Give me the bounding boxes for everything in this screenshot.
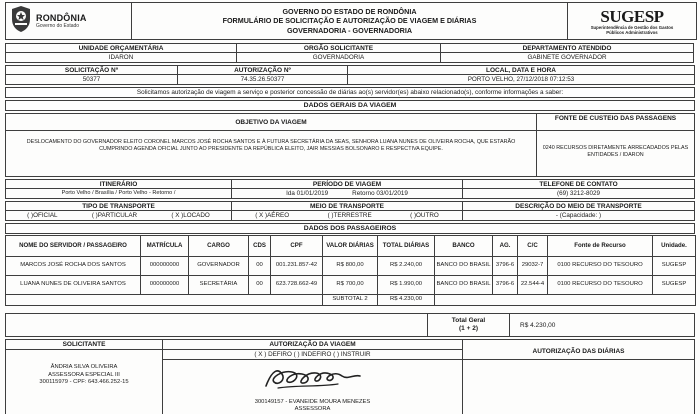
field-objetivo-viagem [5, 113, 537, 177]
col-cpf: CPF [271, 236, 323, 257]
autorizacao-viagem-label: AUTORIZAÇÃO DA VIAGEM [163, 339, 463, 350]
cell-cargo: SECRETÁRIA [189, 276, 249, 295]
periodo-viagem-value [231, 189, 463, 199]
passenger-row [6, 257, 696, 276]
meio-transporte-aereo: ( X )AÉREO [255, 212, 290, 219]
section-title-dados-passageiros: DADOS DOS PASSAGEIROS [5, 223, 695, 234]
state-logo [5, 2, 132, 40]
meio-transporte-value [231, 211, 463, 221]
col-nome: NOME DO SERVIDOR / PASSAGEIRO [6, 236, 141, 257]
solicitante-cargo: ASSESSORA ESPECIAL III [48, 371, 120, 378]
total-geral-spacer [5, 313, 428, 337]
info-row-2 [5, 65, 697, 85]
objetivo-viagem-label: OBJETIVO DA VIAGEM [5, 113, 537, 131]
cell-cds: 00 [249, 257, 271, 276]
objetivo-viagem-value: DESLOCAMENTO DO GOVERNADOR ELEITO CORONEL MARCOS JOSÉ ROCHA SANTOS E À FUTURA SECRETÁRIA DA SEAS, SENHORA LUANA NUNES DE OLIVEIRA ROCHA, QUE ESTARÃO CUMPRINDO AGENDA OFICIAL JUNTO AO PRESIDENTE DA REPÚBLICA ELEITO, JAIR MESSIAS BOLSONARO E RESPECTIVA EQUIPE. [5, 131, 537, 177]
autorizacao-numero-value: 74.35.26.50377 [177, 75, 348, 85]
tipo-transporte-locado: ( X )LOCADO [171, 212, 210, 219]
solicitante-matricula-cpf: 300115979 - CPF: 643.466.252-15 [39, 379, 129, 385]
autorizacao-numero-label: AUTORIZAÇÃO Nº [177, 65, 348, 75]
subtotal-value: R$ 4.230,00 [378, 295, 435, 306]
total-geral-label-line1: Total Geral [451, 317, 486, 324]
cell-cc: 22.544-4 [518, 276, 548, 295]
meio-transporte-label: MEIO DE TRANSPORTE [231, 201, 463, 211]
solicitacao-numero-value: 50377 [5, 75, 178, 85]
fonte-custeio-label: FONTE DE CUSTEIO DAS PASSAGENS [537, 113, 695, 131]
itinerario-label: ITINERÁRIO [5, 179, 232, 189]
unidade-orcamentaria-value: IDARON [5, 53, 237, 63]
col-valor-diarias: VALOR DIÁRIAS [323, 236, 378, 257]
solicitacao-numero-label: SOLICITAÇÃO Nº [5, 65, 178, 75]
col-cargo: CARGO [189, 236, 249, 257]
header-bar [5, 2, 697, 40]
solicitante-nome: ÂNDRIA SILVA OLIVEIRA [50, 364, 118, 370]
cell-cds: 00 [249, 276, 271, 295]
sugesp-logo [568, 2, 697, 40]
cell-cc: 29032-7 [518, 257, 548, 276]
tipo-transporte-particular: ( )PARTICULAR [91, 212, 138, 219]
subtotal-row [6, 295, 696, 306]
total-geral-label-line2: (1 + 2) [459, 325, 478, 332]
col-cds: CDS [249, 236, 271, 257]
tipo-transporte-label: TIPO DE TRANSPORTE [5, 201, 232, 211]
periodo-ida: Ida 01/01/2019 [286, 190, 329, 197]
sugesp-logo-name: SUGESP [600, 6, 664, 26]
cell-ag: 3796-6 [493, 276, 518, 295]
request-note: Solicitamos autorização de viagem a serviço e posterior concessão de diárias ao(s) servidor(es) abaixo relacionado(s), conforme informações a saber: [5, 87, 695, 98]
itinerario-row [5, 179, 697, 199]
autorizacao-viagem-block [163, 339, 463, 414]
descricao-meio-label: DESCRIÇÃO DO MEIO DE TRANSPORTE [462, 201, 695, 211]
cell-total: R$ 2.240,00 [378, 257, 435, 276]
field-solicitacao-numero [5, 65, 178, 85]
cell-matricula: 000000000 [141, 276, 189, 295]
passengers-table [5, 235, 696, 306]
local-data-hora-label: LOCAL, DATA E HORA [347, 65, 695, 75]
total-geral-value: R$ 4.230,00 [510, 313, 695, 337]
cell-banco: BANCO DO BRASIL [435, 276, 493, 295]
passenger-row [6, 276, 696, 295]
departamento-atendido-value: GABINETE GOVERNADOR [440, 53, 694, 63]
orgao-solicitante-label: ORGÃO SOLICITANTE [236, 43, 441, 53]
subtotal-right-spacer [435, 295, 696, 306]
subtotal-label: SUBTOTAL 2 [323, 295, 378, 306]
section-title-dados-gerais: DADOS GERAIS DA VIAGEM [5, 100, 695, 111]
signature-section [5, 339, 697, 414]
col-cc: C/C [518, 236, 548, 257]
field-orgao-solicitante [236, 43, 441, 63]
telefone-contato-value: (69) 3212-8029 [462, 189, 695, 199]
col-banco: BANCO [435, 236, 493, 257]
telefone-contato-label: TELEFONE DE CONTATO [462, 179, 695, 189]
periodo-viagem-label: PERÍODO DE VIAGEM [231, 179, 463, 189]
autorizador-cargo: ASSESSORA [294, 406, 331, 412]
col-unidade: Unidade. [653, 236, 696, 257]
solicitante-body [5, 350, 163, 414]
info-row-1 [5, 43, 697, 63]
tipo-transporte-value [5, 211, 232, 221]
passengers-table-header [6, 236, 696, 257]
col-matricula: MATRÍCULA [141, 236, 189, 257]
cell-ag: 3796-6 [493, 257, 518, 276]
form-title-line3: GOVERNADORIA - GOVERNADORIA [286, 25, 413, 35]
field-fonte-custeio [537, 113, 695, 177]
form-title-line1: GOVERNO DO ESTADO DE RONDÔNIA [282, 6, 417, 16]
periodo-retorno: Retorno 03/01/2019 [352, 190, 408, 197]
state-logo-name: RONDÔNIA [36, 13, 87, 23]
state-logo-subtitle: Governo do Estado [36, 23, 80, 29]
objetivo-fonte-block [5, 113, 697, 177]
transporte-row [5, 201, 697, 221]
itinerario-value: Porto Velho / Brasília / Porto Velho - Retorno / [5, 189, 232, 199]
cell-fonte: 0100 RECURSO DO TESOURO [548, 257, 653, 276]
cell-fonte: 0100 RECURSO DO TESOURO [548, 276, 653, 295]
solicitante-label: SOLICITANTE [5, 339, 163, 350]
tipo-transporte-oficial: ( )OFICIAL [27, 212, 58, 219]
meio-transporte-terrestre: ( )TERRESTRE [327, 212, 372, 219]
unidade-orcamentaria-label: UNIDADE ORÇAMENTÁRIA [5, 43, 237, 53]
coat-of-arms-icon [10, 5, 32, 38]
cell-matricula: 000000000 [141, 257, 189, 276]
field-unidade-orcamentaria [5, 43, 237, 63]
form-title [132, 2, 568, 40]
cell-banco: BANCO DO BRASIL [435, 257, 493, 276]
field-tipo-transporte [5, 201, 232, 221]
field-local-data-hora [347, 65, 695, 85]
cell-cpf: 623.728.662-49 [271, 276, 323, 295]
cell-unidade: SUGESP [653, 257, 696, 276]
cell-unidade: SUGESP [653, 276, 696, 295]
local-data-hora-value: PORTO VELHO, 27/12/2018 07:12:53 [347, 75, 695, 85]
col-fonte-recurso: Fonte de Recurso [548, 236, 653, 257]
defiro-options: ( X ) DEFIRO ( ) INDEFIRO ( ) INSTRUIR [163, 350, 463, 360]
field-autorizacao-numero [177, 65, 348, 85]
field-descricao-meio [462, 201, 695, 221]
field-departamento-atendido [440, 43, 694, 63]
cell-cpf: 001.231.857-42 [271, 257, 323, 276]
sugesp-logo-subtitle: Superintendência de Gestão dos Gastos Públicos Administrativos [590, 24, 674, 35]
field-periodo-viagem [231, 179, 463, 199]
signature [163, 360, 462, 399]
cell-nome: LUANA NUNES DE OLIVEIRA SANTOS [6, 276, 141, 295]
solicitante-block [5, 339, 163, 414]
descricao-meio-value: - (Capacidade: ) [462, 211, 695, 221]
autorizador-nome: 300149157 - EVANEIDE MOURA MENEZES [254, 399, 371, 405]
total-geral-row [5, 313, 697, 337]
col-total-diarias: TOTAL DIÁRIAS [378, 236, 435, 257]
total-geral-label [428, 313, 510, 337]
subtotal-spacer [6, 295, 323, 306]
meio-transporte-outro: ( )OUTRO [410, 212, 439, 219]
field-meio-transporte [231, 201, 463, 221]
field-itinerario [5, 179, 232, 199]
cell-nome: MARCOS JOSÉ ROCHA DOS SANTOS [6, 257, 141, 276]
fonte-custeio-value: 0240 RECURSOS DIRETAMENTE ARRECADADOS PELAS ENTIDADES / IDARON [537, 131, 695, 177]
cell-cargo: GOVERNADOR [189, 257, 249, 276]
autorizacao-diarias-body [463, 360, 695, 414]
col-ag: AG. [493, 236, 518, 257]
field-telefone-contato [462, 179, 695, 199]
orgao-solicitante-value: GOVERNADORIA [236, 53, 441, 63]
cell-total: R$ 1.990,00 [378, 276, 435, 295]
autorizacao-viagem-body [163, 360, 463, 414]
cell-valor: R$ 700,00 [323, 276, 378, 295]
autorizacao-diarias-block [463, 339, 695, 414]
autorizacao-diarias-label: AUTORIZAÇÃO DAS DIÁRIAS [463, 339, 695, 360]
cell-valor: R$ 800,00 [323, 257, 378, 276]
departamento-atendido-label: DEPARTAMENTO ATENDIDO [440, 43, 694, 53]
form-title-line2: FORMULÁRIO DE SOLICITAÇÃO E AUTORIZAÇÃO DE VIAGEM E DIÁRIAS [222, 16, 477, 26]
